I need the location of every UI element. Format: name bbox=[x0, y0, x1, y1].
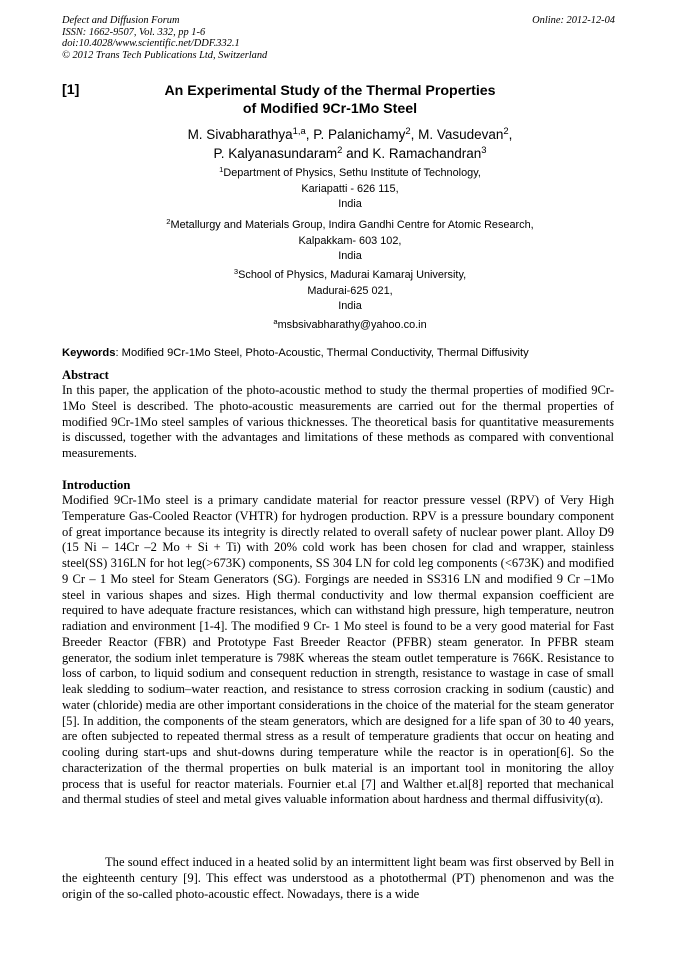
affiliation-1 bbox=[90, 166, 610, 213]
title-line-2: of Modified 9Cr-1Mo Steel bbox=[242, 101, 418, 117]
author-sup: 1,a bbox=[292, 125, 306, 137]
issn-line: ISSN: 1662-9507, Vol. 332, pp 1-6 bbox=[62, 26, 206, 38]
affiliation-text: India bbox=[338, 198, 362, 210]
author-separator: , bbox=[410, 127, 419, 142]
author-name: P. Kalyanasundaram bbox=[213, 146, 338, 161]
author-sup: 2 bbox=[503, 125, 509, 137]
author-email bbox=[90, 318, 610, 334]
author-list bbox=[90, 125, 610, 163]
email-address: msbsivabharathy@yahoo.co.in bbox=[277, 319, 427, 331]
email-sup: a bbox=[273, 316, 278, 326]
author-name: M. Vasudevan bbox=[418, 127, 504, 142]
affiliation-text: Kalpakkam- 603 102, bbox=[298, 234, 402, 247]
affiliation-sup: 2 bbox=[166, 216, 171, 226]
affiliation-3 bbox=[90, 268, 610, 315]
affiliation-2 bbox=[90, 218, 610, 265]
affiliation-sup: 1 bbox=[219, 164, 224, 174]
reference-number: [1] bbox=[62, 82, 80, 98]
affiliation-text: India bbox=[338, 250, 362, 262]
author-name: K. Ramachandran bbox=[372, 146, 482, 161]
author-line-2 bbox=[90, 144, 610, 163]
affiliation-text: Madurai-625 021, bbox=[307, 284, 393, 297]
journal-name: Defect and Diffusion Forum bbox=[62, 15, 180, 26]
author-line-1: M. Sivabharathya$^{1,a}$, P. Palanichamy$^2$, M. Vasudevan$^2$, bbox=[187, 125, 513, 142]
introduction-paragraph-1: Modified 9Cr-1Mo steel is a primary candidate material for reactor pressure vessel (RPV) of Very High Temperature Gas-Cooled Reactor (VHTR) for hydrogen production. RPV is a pressure boundary component of great importance because its integrity is directly related to overall safety of nuclear power plant. Alloy D9 (15 Ni – 14Cr –2 Mo + Si + Ti) with 20% cold work has been chosen for clad and wrapper, stainless steel(SS) 316LN for hot leg(>673K) components, SS 304 LN for cold leg components (<673K) and modified 9 Cr – 1 Mo steel for Steam Generators (SG). Forgings are needed in SS316 LN and modified 9 Cr –1Mo steel in various shapes and sizes. High thermal conductivity and low thermal expansion coefficient are required to have adequate fracture resistances, which can withstand high pressure, high temperature, neutron radiation and environment [1-4]. The modified 9 Cr- 1 Mo steel is found to be a very good material for Fast Breeder Reactor (FBR) and Prototype Fast Breeder Reactor (PFBR) steam generator. In PFBR steam generator, the sodium inlet temperature is 798K whereas the steam outlet temperature is 766K. Resistance to loss of carbon, to liquid sodium and consequent reduction in strength, resistance to wastage in case of small leak sledding to sodium–water reaction, and resistance to stress corrosion cracking in sodium (caustic) and water (chloride) media are other important considerations in the choice of the material for the steam generator [5]. In addition, the components of the steam generators, which are designed for a life span of 30 to 40 years, are often subjected to repeated thermal stress as a result of temperature gradients that occur on heating and cooling during start-ups and shut-downs during temperature while the reactor is in operation[6]. So the characterization of the thermal properties on bulk material is an important tool in monitoring the alloy process that is useful for reactor materials. Fournier et.al [7] and Walther et.al[8] reported that mechanical and thermal studies of steel and metal gives valuable information about hardness and thermal diffusivity(α). bbox=[62, 493, 614, 807]
copyright-line: © 2012 Trans Tech Publications Ltd, Switzerland bbox=[62, 49, 268, 61]
author-sup: 2 bbox=[405, 125, 411, 137]
keywords bbox=[62, 346, 622, 360]
abstract-text: In this paper, the application of the photo-acoustic method to study the thermal properties of modified 9Cr-1Mo Steel is described. The photo-acoustic measurements are carried out for the thermal properties of modified 9Cr-1Mo steel samples of various thicknesses. The theoretical basis for quantitative measurements is discussed, together with the advantages and limitations of these methods as compared with conventional measurements. bbox=[62, 383, 614, 460]
affiliation-text: Kariapatti - 626 115, bbox=[301, 182, 399, 195]
author-separator: and bbox=[342, 146, 373, 161]
affiliation-sup: 3 bbox=[233, 266, 239, 276]
introduction-heading: Introduction bbox=[62, 478, 131, 492]
affiliation-text: Department of Physics, Sethu Institute of Technology, bbox=[223, 167, 481, 179]
doi-line: doi:10.4028/www.scientific.net/DDF.332.1 bbox=[62, 38, 240, 50]
affiliation-text: India bbox=[338, 300, 362, 312]
author-name: P. Palanichamy bbox=[313, 127, 406, 142]
author-separator: , bbox=[305, 127, 314, 142]
online-date: Online: 2012-12-04 bbox=[532, 15, 615, 26]
author-name: M. Sivabharathya bbox=[187, 127, 293, 142]
title-line-1: An Experimental Study of the Thermal Properties bbox=[164, 83, 496, 99]
introduction-paragraph-2: The sound effect induced in a heated solid by an intermittent light beam was first observed by Bell in the eighteenth century [9]. This effect was understood as a photothermal (PT) phenomenon and was the origin of the so-called photo-acoustic effect. Nowadays, there is a wide bbox=[62, 855, 614, 901]
author-sup: 3 bbox=[481, 144, 487, 156]
paper-title bbox=[140, 82, 520, 118]
affiliation-text: Metallurgy and Materials Group, Indira Gandhi Centre for Atomic Research, bbox=[170, 219, 534, 231]
affiliation-line bbox=[90, 218, 610, 234]
author-sup: 2 bbox=[337, 144, 343, 156]
affiliation-line bbox=[90, 166, 610, 182]
affiliation-line bbox=[90, 268, 610, 284]
affiliation-text: School of Physics, Madurai Kamaraj University, bbox=[238, 269, 467, 281]
keywords-label: Keywords bbox=[62, 347, 116, 359]
journal-header bbox=[62, 15, 462, 61]
abstract-heading: Abstract bbox=[62, 368, 109, 382]
keywords-text: : Modified 9Cr-1Mo Steel, Photo-Acoustic, Thermal Conductivity, Thermal Diffusivity bbox=[115, 347, 529, 359]
